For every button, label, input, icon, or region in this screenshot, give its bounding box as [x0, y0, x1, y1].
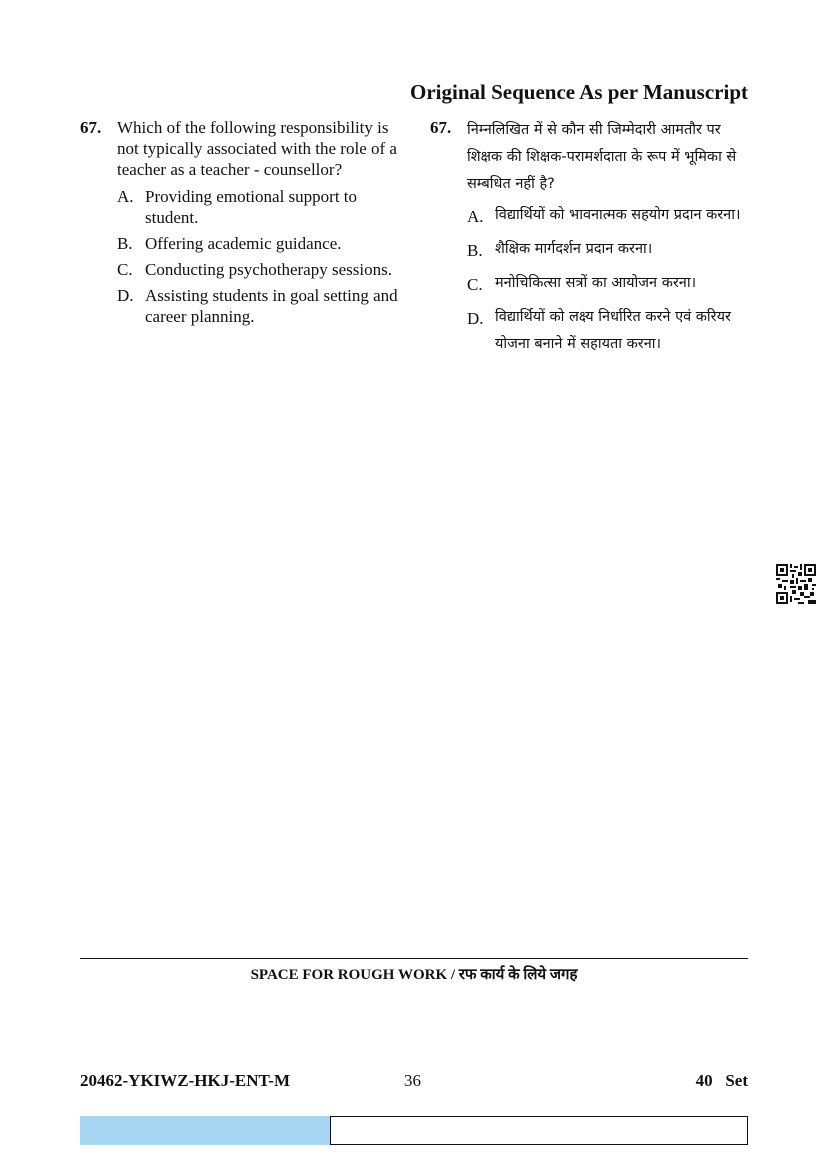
footer-color-bar — [80, 1116, 330, 1145]
option-b — [467, 236, 750, 266]
option-text: Assisting students in goal setting and career planning. — [145, 286, 398, 326]
option-c — [117, 259, 400, 280]
option-text: Offering academic guidance. — [145, 234, 342, 253]
options-list — [117, 186, 400, 327]
qr-code-icon — [776, 564, 816, 604]
option-text: Conducting psychotherapy sessions. — [145, 260, 392, 279]
option-text: मनोचिकित्सा सत्रों का आयोजन करना। — [495, 275, 697, 291]
question-number: 67. — [430, 118, 452, 137]
option-label: D. — [117, 286, 134, 305]
option-text: Providing emotional support to student. — [145, 187, 358, 227]
page-number: 36 — [404, 1071, 421, 1090]
question-text: Which of the following responsibility is not typically associated with the role of a teacher as a teacher - counsellor? — [117, 118, 397, 179]
option-c — [467, 270, 750, 300]
option-label: C. — [117, 260, 133, 279]
option-label: A. — [117, 187, 134, 206]
option-b — [117, 233, 400, 254]
option-label: B. — [117, 234, 133, 253]
option-text: शैक्षिक मार्गदर्शन प्रदान करना। — [495, 241, 653, 257]
question-text: निम्नलिखित में से कौन सी जिम्मेदारी आमतौर पर शिक्षक की शिक्षक-परामर्शदाता के रूप में भूमिका से सम्बधित नहीं है? — [467, 122, 737, 192]
option-text: विद्यार्थियों को लक्ष्य निर्धारित करने एवं करियर योजना बनाने में सहायता करना। — [495, 309, 731, 352]
option-a — [467, 202, 750, 232]
option-d — [117, 285, 400, 327]
rough-work-label: SPACE FOR ROUGH WORK / रफ कार्य के लिये जगह — [250, 967, 578, 983]
option-text: विद्यार्थियों को भावनात्मक सहयोग प्रदान करना। — [495, 207, 741, 223]
option-a — [117, 186, 400, 228]
option-label: D. — [467, 309, 484, 328]
question-english — [80, 117, 400, 332]
option-label: A. — [467, 207, 484, 226]
set-label: 40 Set — [695, 1071, 748, 1090]
option-label: B. — [467, 241, 483, 260]
footer-box — [330, 1116, 748, 1145]
paper-code: 20462-YKIWZ-HKJ-ENT-M — [80, 1071, 290, 1090]
question-number: 67. — [80, 118, 102, 137]
option-d — [467, 304, 750, 358]
divider — [80, 958, 748, 959]
question-hindi — [430, 117, 750, 362]
page-title: Original Sequence As per Manuscript — [410, 80, 748, 104]
option-label: C. — [467, 275, 483, 294]
options-list — [467, 202, 750, 358]
